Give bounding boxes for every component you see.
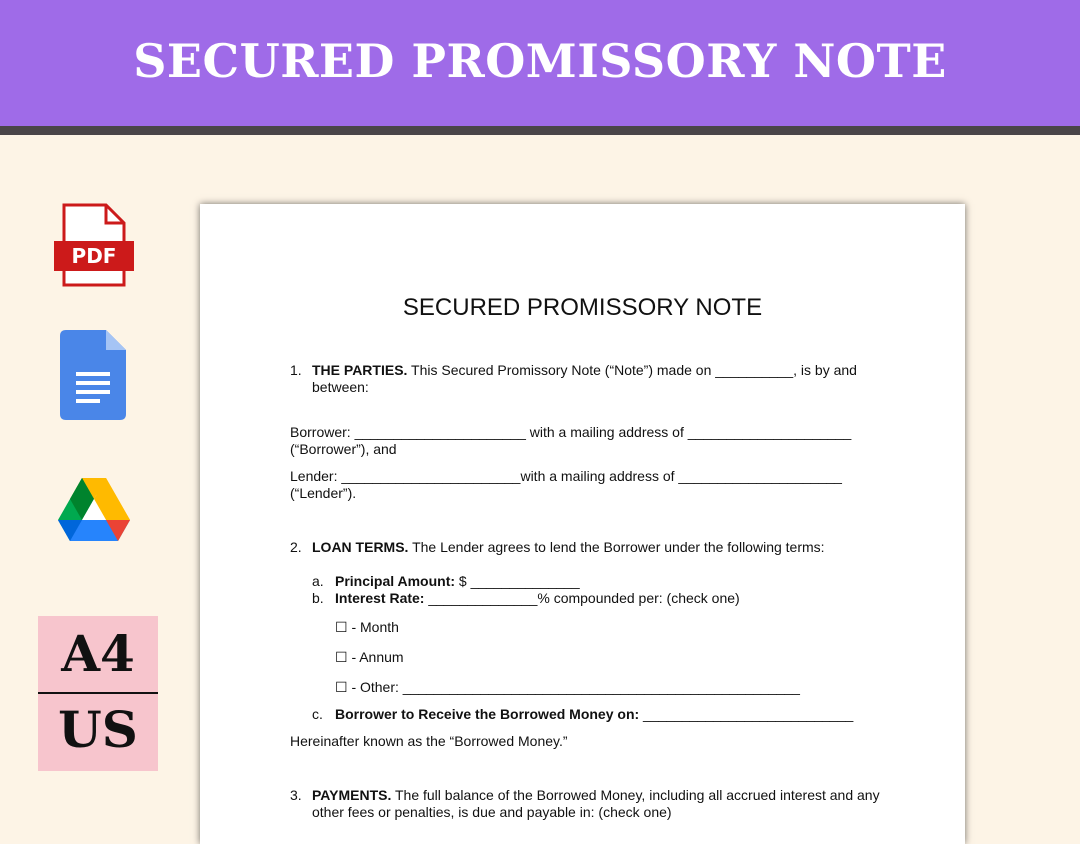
section-1-line-2: between: bbox=[312, 379, 369, 395]
principal-amount-line bbox=[335, 573, 580, 590]
paper-size-badge bbox=[38, 616, 158, 771]
google-drive-icon bbox=[58, 478, 130, 542]
borrower-defined: (“Borrower”), and bbox=[290, 441, 397, 457]
document-page bbox=[200, 204, 965, 844]
hereinafter-text: Hereinafter known as the “Borrowed Money.” bbox=[290, 733, 568, 749]
section-1-number: 1. bbox=[290, 362, 302, 378]
size-a4: A4 bbox=[61, 624, 135, 683]
size-divider bbox=[38, 692, 158, 694]
banner-stripe bbox=[0, 126, 1080, 135]
item-b-marker: b. bbox=[312, 590, 324, 606]
borrower-line: Borrower: ______________________ with a mailing address of _____________________ bbox=[290, 424, 852, 440]
section-2-number: 2. bbox=[290, 539, 302, 555]
lender-line: Lender: _______________________with a mailing address of _____________________ bbox=[290, 468, 842, 484]
section-3-heading: PAYMENTS. bbox=[312, 787, 392, 803]
section-1-text: This Secured Promissory Note (“Note”) made on __________, is by and bbox=[407, 362, 857, 378]
section-3-number: 3. bbox=[290, 787, 302, 803]
interest-rate-field: ______________% compounded per: (check one) bbox=[424, 590, 740, 606]
principal-amount-label: Principal Amount: bbox=[335, 573, 456, 589]
option-annum: ☐ - Annum bbox=[335, 649, 404, 665]
section-1-line-1 bbox=[312, 362, 857, 379]
section-2-text: The Lender agrees to lend the Borrower under the following terms: bbox=[408, 539, 825, 555]
receive-date-field: ___________________________ bbox=[639, 706, 854, 722]
section-2-heading: LOAN TERMS. bbox=[312, 539, 409, 555]
interest-rate-line bbox=[335, 590, 740, 607]
section-2-line bbox=[312, 539, 825, 556]
size-us: US bbox=[58, 700, 138, 759]
banner-title: SECURED PROMISSORY NOTE bbox=[133, 34, 947, 88]
section-1-heading: THE PARTIES. bbox=[312, 362, 408, 378]
document-title: SECURED PROMISSORY NOTE bbox=[402, 294, 763, 321]
option-other: ☐ - Other: ___________________________________________________ bbox=[335, 679, 800, 695]
pdf-label: PDF bbox=[71, 244, 117, 268]
section-3-text: The full balance of the Borrowed Money, including all accrued interest and any bbox=[391, 787, 880, 803]
receive-date-line bbox=[335, 706, 853, 723]
pdf-icon bbox=[54, 203, 134, 287]
section-3-line-2: other fees or penalties, is due and payable in: (check one) bbox=[312, 804, 672, 820]
banner bbox=[0, 0, 1080, 126]
lender-defined: (“Lender”). bbox=[290, 485, 357, 501]
option-month: ☐ - Month bbox=[335, 619, 399, 635]
receive-date-label: Borrower to Receive the Borrowed Money on: bbox=[335, 706, 640, 722]
item-a-marker: a. bbox=[312, 573, 324, 589]
google-docs-icon bbox=[60, 330, 126, 420]
section-3-line-1 bbox=[312, 787, 880, 804]
interest-rate-label: Interest Rate: bbox=[335, 590, 425, 606]
item-c-marker: c. bbox=[312, 706, 323, 722]
principal-amount-field: $ ______________ bbox=[455, 573, 580, 589]
